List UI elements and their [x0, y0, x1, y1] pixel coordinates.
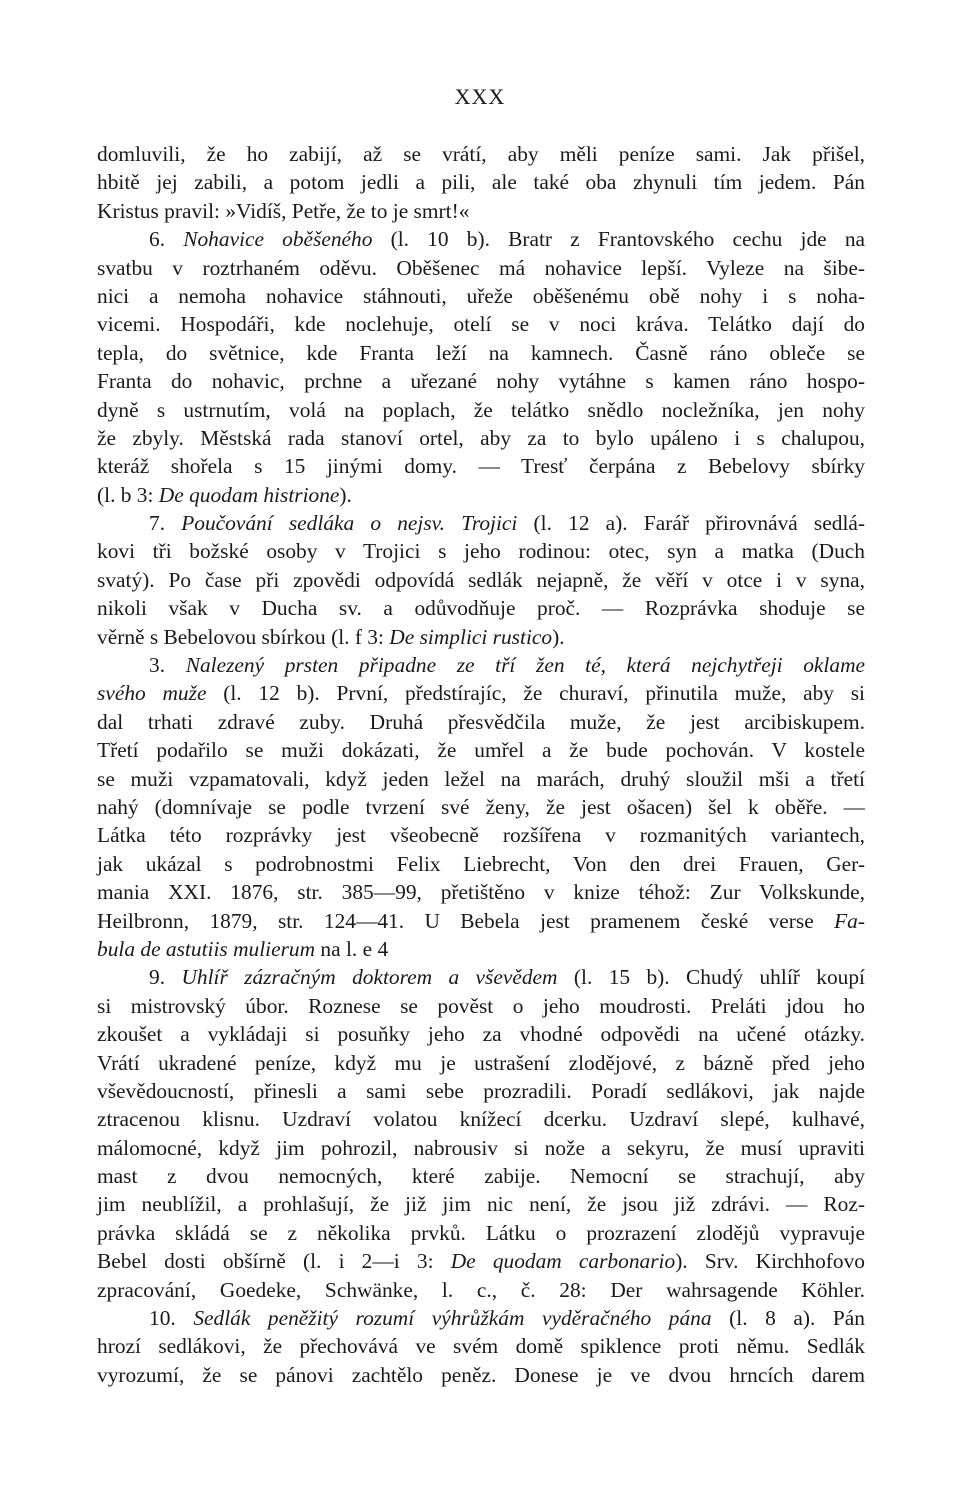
text-line — [97, 1219, 865, 1247]
text-line — [97, 1361, 865, 1389]
text-line — [97, 594, 865, 622]
text-segment: mast z dvou nemocných, které zabije. Nemocní se strachují, aby — [97, 1164, 865, 1189]
italic-title: svého muže — [97, 681, 207, 706]
text-segment: ). — [552, 624, 565, 649]
text-segment: 10. — [149, 1306, 194, 1331]
text-line — [97, 1190, 865, 1218]
text-segment: Franta do nohavic, prchne a uřezané nohy vytáhne s kamen ráno hospo- — [97, 369, 865, 394]
text-segment: tepla, do světnice, kde Franta leží na kamnech. Časně ráno obleče se — [97, 340, 865, 365]
text-segment: dyně s ustrnutím, volá na poplach, že telátko snědlo nocležníka, jen nohy — [97, 397, 865, 422]
text-segment: dal trhati zdravé zuby. Druhá přesvědčila muže, že jest arcibiskupem. — [97, 709, 865, 734]
text-segment: (l. b 3: — [97, 482, 159, 507]
text-segment: hrozí sedlákovi, že přechovává ve svém domě spiklence proti němu. Sedlák — [97, 1334, 865, 1359]
text-line — [97, 765, 865, 793]
text-segment: ztracenou klisnu. Uzdraví volatou knížecí dcerku. Uzdraví slepé, kulhavé, — [97, 1107, 865, 1132]
text-line — [97, 140, 865, 168]
text-segment: málomocné, když jim pohrozil, nabrousiv si nože a sekyru, že musí upraviti — [97, 1135, 865, 1160]
text-segment: mania XXI. 1876, str. 385—99, přetištěno v knize téhož: Zur Volkskunde, — [97, 880, 865, 905]
text-segment: ). Srv. Kirchhofovo — [675, 1249, 865, 1274]
text-line — [97, 1020, 865, 1048]
text-segment: si mistrovský úbor. Roznese se pověst o jeho moudrosti. Preláti jdou ho — [97, 993, 865, 1018]
text-line — [97, 821, 865, 849]
text-segment: na l. e 4 — [315, 936, 389, 961]
text-segment: (l. 12 a). Farář přirovnává sedlá- — [517, 511, 865, 536]
text-segment: svatý). Po čase při zpovědi odpovídá sedlák nejapně, že věří v otce i v syna, — [97, 567, 865, 592]
text-line — [97, 367, 865, 395]
text-line — [97, 850, 865, 878]
text-line — [97, 793, 865, 821]
text-segment: svatbu v roztrhaném oděvu. Oběšenec má nohavice lepší. Vyleze na šibe- — [97, 255, 865, 280]
text-segment: domluvili, že ho zabijí, až se vrátí, aby měli peníze sami. Jak přišel, — [97, 142, 865, 166]
text-line — [97, 623, 865, 651]
italic-title: De quodam histrione — [158, 482, 340, 507]
text-segment: ). — [339, 482, 352, 507]
text-segment: Heilbronn, 1879, str. 124—41. U Bebela jest pramenem české verse — [97, 908, 835, 933]
italic-title: Fa- — [834, 908, 865, 933]
text-line — [97, 310, 865, 338]
italic-title: Nalezený prsten připadne ze tří žen té, která nejchytřeji oklame — [185, 653, 866, 678]
text-line — [97, 537, 865, 565]
text-line — [97, 1077, 865, 1105]
text-segment: věrně s Bebelovou sbírkou (l. f 3: — [97, 624, 390, 649]
text-line — [97, 736, 865, 764]
text-line — [97, 168, 865, 196]
text-segment: Třetí podařilo se muži dokázati, že umřel a že bude pochován. V kostele — [97, 738, 865, 763]
text-line — [97, 282, 865, 310]
text-segment: nici a nemoha nohavice stáhnouti, uřeže oběšenému obě nohy i s noha- — [97, 283, 865, 308]
text-line — [97, 1105, 865, 1133]
text-segment: 9. — [149, 965, 182, 990]
text-segment: právka skládá se z několika prvků. Látku o prozrazení zlodějů vypravuje — [97, 1220, 865, 1245]
text-segment: zpracování, Goedeke, Schwänke, l. c., č. 28: Der wahrsagende Köhler. — [97, 1277, 865, 1302]
italic-title: De simplici rustico — [389, 624, 553, 649]
page-number: XXX — [454, 84, 506, 109]
text-line — [97, 963, 865, 991]
text-line — [97, 509, 865, 537]
text-segment: kovi tři božské osoby v Trojici s jeho rodinou: otec, syn a matka (Duch — [97, 539, 865, 564]
text-line — [97, 1134, 865, 1162]
text-segment: 7. — [149, 511, 182, 536]
text-segment: se muži vzpamatovali, když jeden ležel na marách, druhý sloužil mši a třetí — [97, 766, 865, 791]
text-line — [97, 396, 865, 424]
body-text — [97, 140, 865, 1389]
text-line — [97, 878, 865, 906]
text-line — [97, 1247, 865, 1275]
text-line — [97, 481, 865, 509]
text-line — [97, 254, 865, 282]
italic-title: Nohavice oběšeného — [183, 227, 373, 252]
text-segment: (l. 10 b). Bratr z Frantovského cechu jde na — [372, 227, 866, 252]
text-line — [97, 935, 865, 963]
text-line — [97, 339, 865, 367]
italic-title: bula de astutiis mulierum — [97, 936, 316, 961]
text-segment: Látka této rozprávky jest všeobecně rozšířena v rozmanitých variantech, — [97, 823, 865, 848]
text-segment: 3. — [149, 653, 186, 678]
text-segment: 6. — [149, 227, 184, 252]
text-line — [97, 566, 865, 594]
text-segment: jak ukázal s podrobnostmi Felix Liebrecht, Von den drei Frauen, Ger- — [97, 851, 865, 876]
text-line — [97, 651, 865, 679]
text-line — [97, 992, 865, 1020]
text-line — [97, 679, 865, 707]
text-segment: nikoli však v Ducha sv. a odůvodňuje proč. — Rozprávka shoduje se — [97, 596, 865, 621]
text-segment: kteráž shořela s 15 jinými domy. — Tresť čerpána z Bebelovy sbírky — [97, 454, 865, 479]
text-segment: vyrozumí, že se pánovi zachtělo peněz. Donese je ve dvou hrncích darem — [97, 1362, 865, 1387]
text-line — [97, 1276, 865, 1304]
text-segment: (l. 15 b). Chudý uhlíř koupí — [557, 965, 866, 990]
text-segment: Kristus pravil: »Vidíš, Petře, že to je smrt!« — [97, 198, 470, 223]
text-line — [97, 424, 865, 452]
text-segment: hbitě jej zabili, a potom jedli a pili, ale také oba zhynuli tím jedem. Pán — [97, 170, 865, 195]
text-line — [97, 452, 865, 480]
text-segment: že zbyly. Městská rada stanoví ortel, aby za to bylo upáleno i s chalupou, — [97, 425, 865, 450]
text-line — [97, 225, 865, 253]
italic-title: Poučování sedláka o nejsv. Trojici — [181, 511, 518, 536]
text-segment: (l. 8 a). Pán — [711, 1306, 865, 1331]
text-line — [97, 1304, 865, 1332]
text-segment: zkoušet a vykládaji si posuňky jeho za vhodné odpovědi na učené otázky. — [97, 1022, 865, 1047]
italic-title: Uhlíř zázračným doktorem a vševědem — [181, 965, 558, 990]
text-line — [97, 197, 865, 225]
text-line — [97, 708, 865, 736]
text-segment: vicemi. Hospodáři, kde noclehuje, otelí se v noci kráva. Telátko dají do — [97, 312, 865, 337]
text-line — [97, 1049, 865, 1077]
text-line — [97, 907, 865, 935]
text-segment: Vrátí ukradené peníze, když mu je ustrašení zlodějové, z bázně před jeho — [97, 1050, 865, 1075]
text-segment: Bebel dosti obšírně (l. i 2—i 3: — [97, 1249, 451, 1274]
text-segment: jim neublížil, a prohlašují, že již jim nic není, že jsou již zdrávi. — Roz- — [97, 1192, 865, 1217]
italic-title: Sedlák peněžitý rozumí výhrůžkám vyděračného pána — [193, 1306, 712, 1331]
text-segment: (l. 12 b). První, předstírajíc, že churaví, přinutila muže, aby si — [206, 681, 865, 706]
text-segment: nahý (domnívaje se podle tvrzení své ženy, že jest ošacen) šel k oběře. — — [97, 794, 865, 819]
italic-title: De quodam carbonario — [450, 1249, 676, 1274]
text-segment: vševědoucností, přinesli a sami sebe prozradili. Poradí sedlákovi, jak najde — [97, 1078, 865, 1103]
text-line — [97, 1332, 865, 1360]
text-line — [97, 1162, 865, 1190]
